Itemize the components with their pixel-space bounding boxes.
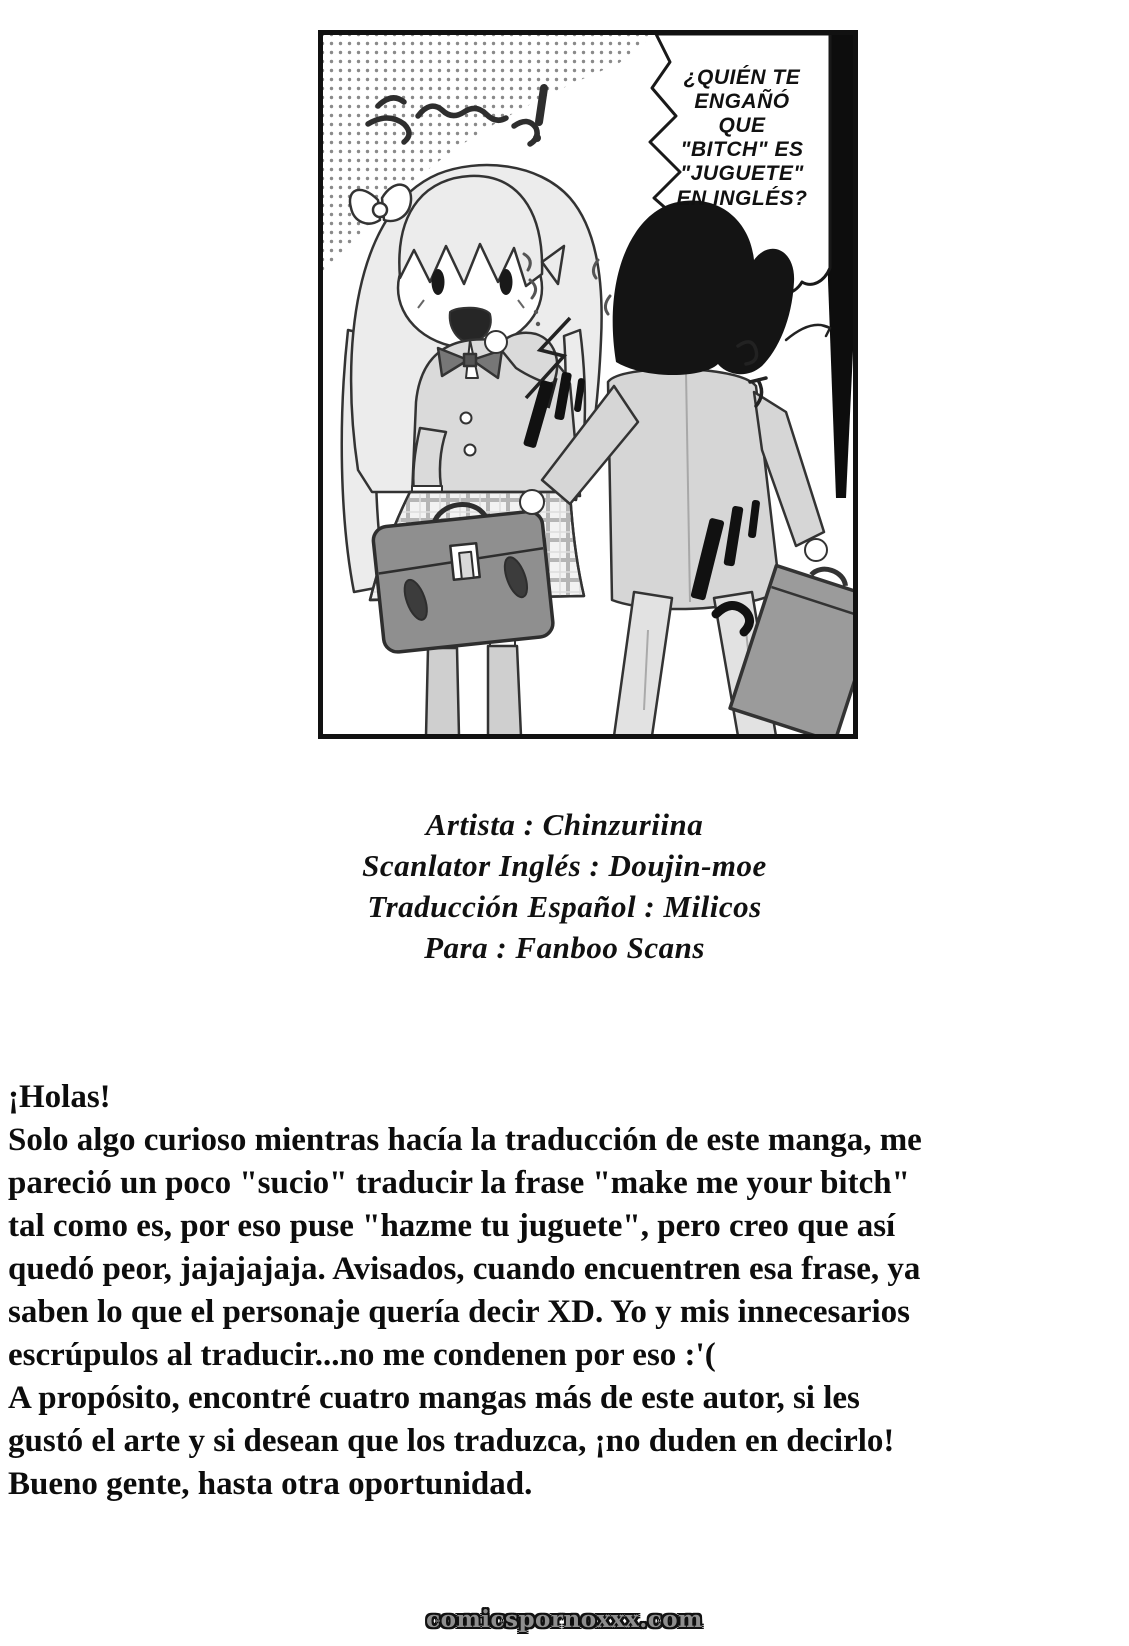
note-line: gustó el arte y si desean que los traduzca, ¡no duden en decirlo! <box>8 1423 895 1459</box>
watermark-text: comicspornoxxx.com <box>426 1606 703 1633</box>
bubble-line: ¿QUIÉN TE <box>683 66 801 89</box>
note-line: Bueno gente, hasta otra oportunidad. <box>8 1466 533 1502</box>
watermark <box>0 1606 1129 1633</box>
credit-line-scanlator: Scanlator Inglés : Doujin-moe <box>362 848 767 883</box>
note-line: pareció un poco "sucio" traducir la frase "make me your bitch" <box>8 1165 910 1201</box>
note-line: Solo algo curioso mientras hacía la traducción de este manga, me <box>8 1122 922 1158</box>
bubble-line: "JUGUETE" <box>680 162 804 185</box>
credit-line-group: Para : Fanboo Scans <box>424 930 705 965</box>
note-line: A propósito, encontré cuatro mangas más de este autor, si les <box>8 1380 860 1416</box>
bubble-line: QUE <box>718 114 766 137</box>
speech-bubble-text <box>676 66 807 210</box>
note-line: tal como es, por eso puse "hazme tu juguete", pero creo que así <box>8 1208 896 1244</box>
credit-line-artist: Artista : Chinzuriina <box>425 807 704 842</box>
note-line: escrúpulos al traducir...no me condenen por eso :'( <box>8 1337 716 1373</box>
bubble-line: "BITCH" ES <box>680 138 804 161</box>
translator-note <box>8 1076 1123 1506</box>
credit-line-translator: Traducción Español : Milicos <box>367 889 762 924</box>
manga-panel-illustration <box>318 30 858 739</box>
note-line: quedó peor, jajajajaja. Avisados, cuando encuentren esa frase, ya <box>8 1251 921 1287</box>
bubble-line: EN INGLÉS? <box>676 187 808 210</box>
credits-block <box>0 804 1129 968</box>
bubble-line: ENGAÑÓ <box>694 90 790 113</box>
manga-panel <box>318 30 858 739</box>
note-line: saben lo que el personaje quería decir XD. Yo y mis innecesarios <box>8 1294 910 1330</box>
note-line: ¡Holas! <box>8 1079 111 1115</box>
